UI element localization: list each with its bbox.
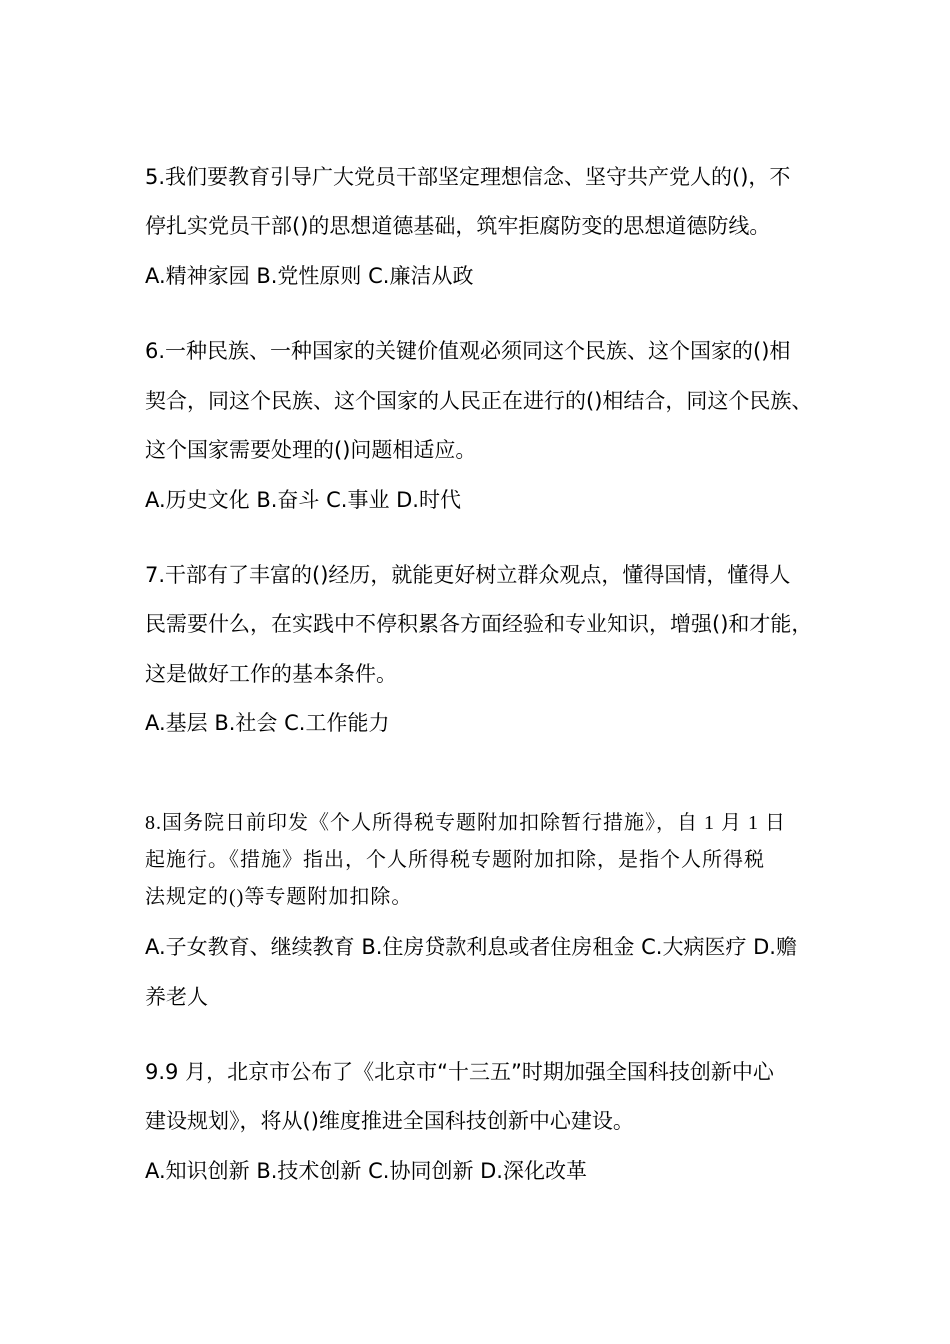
question-7-line-1: 7.干部有了丰富的()经历，就能更好树立群众观点，懂得国情，懂得人 [145, 563, 791, 587]
question-6-line-2: 契合，同这个民族、这个国家的人民正在进行的()相结合，同这个民族、 [145, 389, 813, 413]
question-8-options-line-1: A.子女教育、继续教育 B.住房贷款利息或者住房租金 C.大病医疗 D.赡 [145, 935, 797, 959]
question-7-line-2: 民需要什么，在实践中不停积累各方面经验和专业知识，增强()和才能， [145, 612, 813, 636]
question-9-line-2: 建设规划》，将从()维度推进全国科技创新中心建设。 [145, 1109, 634, 1133]
question-5-line-2: 停扎实党员干部()的思想道德基础，筑牢拒腐防变的思想道德防线。 [145, 214, 771, 238]
question-8-line-3: 法规定的()等专题附加扣除。 [145, 886, 413, 908]
question-6-line-1: 6.一种民族、一种国家的关键价值观必须同这个民族、这个国家的()相 [145, 339, 791, 363]
question-8-line-1: 8.国务院日前印发《个人所得税专题附加扣除暂行措施》，自 1 月 1 日 [145, 812, 786, 834]
question-5-options: A.精神家园 B.党性原则 C.廉洁从政 [145, 264, 474, 288]
question-9-options: A.知识创新 B.技术创新 C.协同创新 D.深化改革 [145, 1159, 587, 1183]
question-6-line-3: 这个国家需要处理的()问题相适应。 [145, 438, 477, 462]
question-8-line-2: 起施行。《措施》指出，个人所得税专题附加扣除，是指个人所得税 [145, 849, 765, 871]
question-8-options-line-2: 养老人 [145, 985, 208, 1009]
question-7-line-3: 这是做好工作的基本条件。 [145, 662, 397, 686]
question-7-options: A.基层 B.社会 C.工作能力 [145, 711, 390, 735]
question-6-options: A.历史文化 B.奋斗 C.事业 D.时代 [145, 488, 461, 512]
question-5-line-1: 5.我们要教育引导广大党员干部坚定理想信念、坚守共产党人的()，不 [145, 165, 791, 189]
question-9-line-1: 9.9 月，北京市公布了《北京市“十三五”时期加强全国科技创新中心 [145, 1060, 774, 1084]
